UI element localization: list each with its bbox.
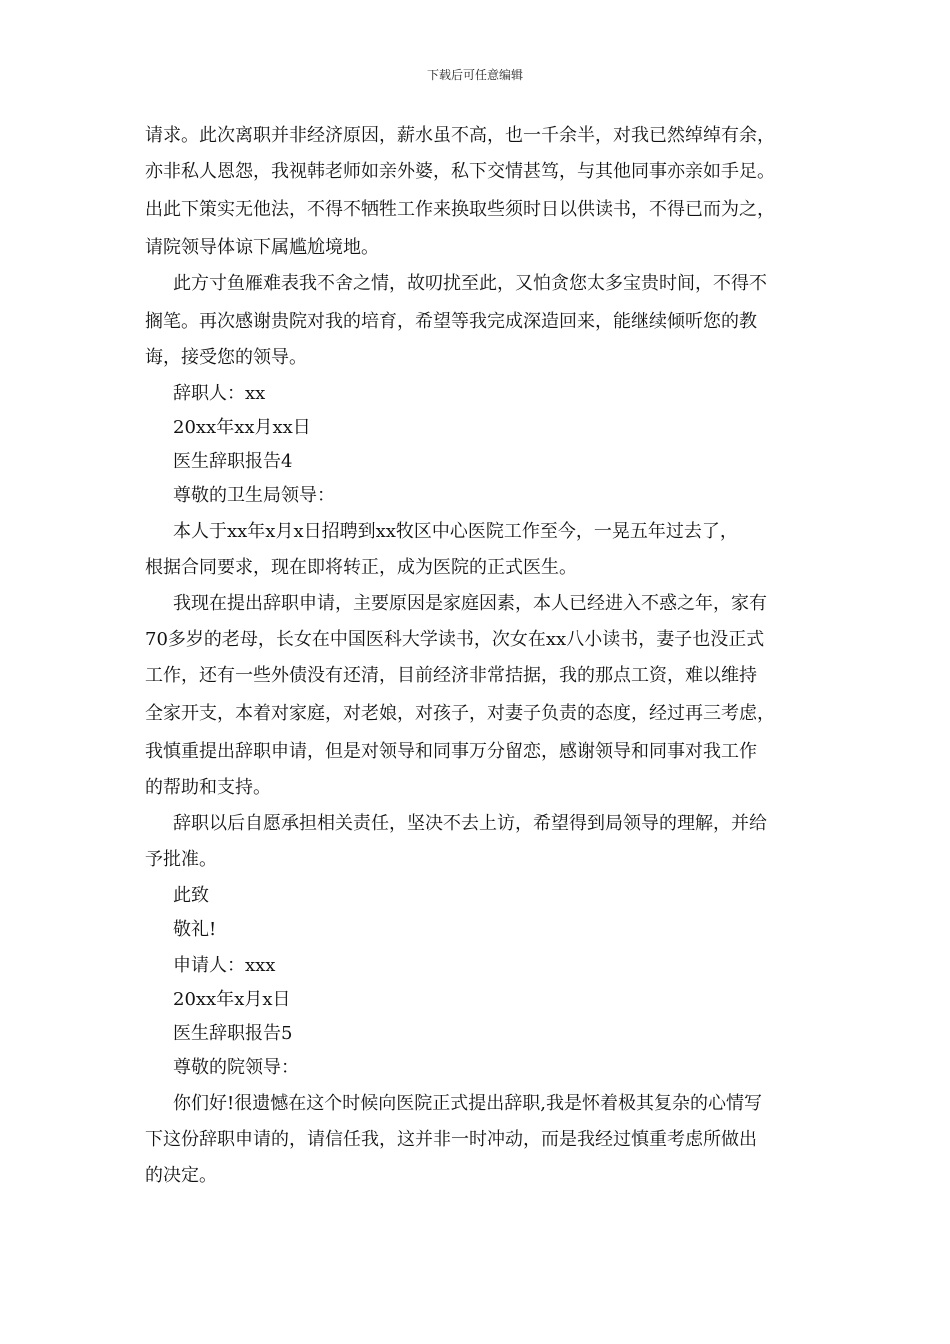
text-line: 请院领导体谅下属尴尬境地。 <box>145 237 379 258</box>
text-line: 辞职以后自愿承担相关责任，坚决不去上访，希望得到局领导的理解，并给 <box>173 813 767 834</box>
text-line: 的帮助和支持。 <box>145 777 271 798</box>
text-line: 全家开支，本着对家庭，对老娘，对孩子，对妻子负责的态度，经过再三考虑， <box>145 703 775 724</box>
text-line: 辞职人：xx <box>173 383 266 404</box>
text-line: 根据合同要求，现在即将转正，成为医院的正式医生。 <box>145 557 577 578</box>
text-line: 予批准。 <box>145 849 217 870</box>
text-line: 此方寸鱼雁难表我不舍之情，故叨扰至此，又怕贪您太多宝贵时间，不得不 <box>173 273 767 294</box>
text-line: 我慎重提出辞职申请，但是对领导和同事万分留恋，感谢领导和同事对我工作 <box>145 741 757 762</box>
text-line: 我现在提出辞职申请，主要原因是家庭因素，本人已经进入不惑之年，家有 <box>173 593 767 614</box>
text-line: 下这份辞职申请的，请信任我，这并非一时冲动，而是我经过慎重考虑所做出 <box>145 1129 757 1150</box>
text-line: 请求。此次离职并非经济原因，薪水虽不高，也一千余半，对我已然绰绰有余， <box>145 125 775 146</box>
text-line: 搁笔。再次感谢贵院对我的培育，希望等我完成深造回来，能继续倾听您的教 <box>145 311 757 332</box>
section-heading: 医生辞职报告5 <box>173 1023 293 1044</box>
text-line: 亦非私人恩怨，我视韩老师如亲外婆，私下交情甚笃，与其他同事亦亲如手足。 <box>145 161 775 182</box>
text-line: 诲，接受您的领导。 <box>145 347 307 368</box>
text-line: 申请人：xxx <box>173 955 276 976</box>
text-line: 你们好!很遗憾在这个时候向医院正式提出辞职,我是怀着极其复杂的心情写 <box>173 1093 762 1114</box>
section-heading: 医生辞职报告4 <box>173 451 293 472</box>
text-line: 出此下策实无他法，不得不牺牲工作来换取些须时日以供读书，不得已而为之， <box>145 199 775 220</box>
text-line: 本人于xx年x月x日招聘到xx牧区中心医院工作至今，一晃五年过去了， <box>173 521 738 542</box>
text-line: 此致 <box>173 885 209 906</box>
text-line: 尊敬的院领导： <box>173 1057 299 1078</box>
text-line: 20xx年xx月xx日 <box>173 417 311 438</box>
text-line: 工作，还有一些外债没有还清，目前经济非常拮据，我的那点工资，难以维持 <box>145 665 757 686</box>
text-line: 70多岁的老母，长女在中国医科大学读书，次女在xx八小读书，妻子也没正式 <box>145 629 765 650</box>
page-header: 下载后可任意编辑 <box>426 68 523 82</box>
text-line: 敬礼! <box>173 919 217 940</box>
text-line: 20xx年x月x日 <box>173 989 291 1010</box>
text-line: 的决定。 <box>145 1165 217 1186</box>
text-line: 尊敬的卫生局领导： <box>173 485 335 506</box>
